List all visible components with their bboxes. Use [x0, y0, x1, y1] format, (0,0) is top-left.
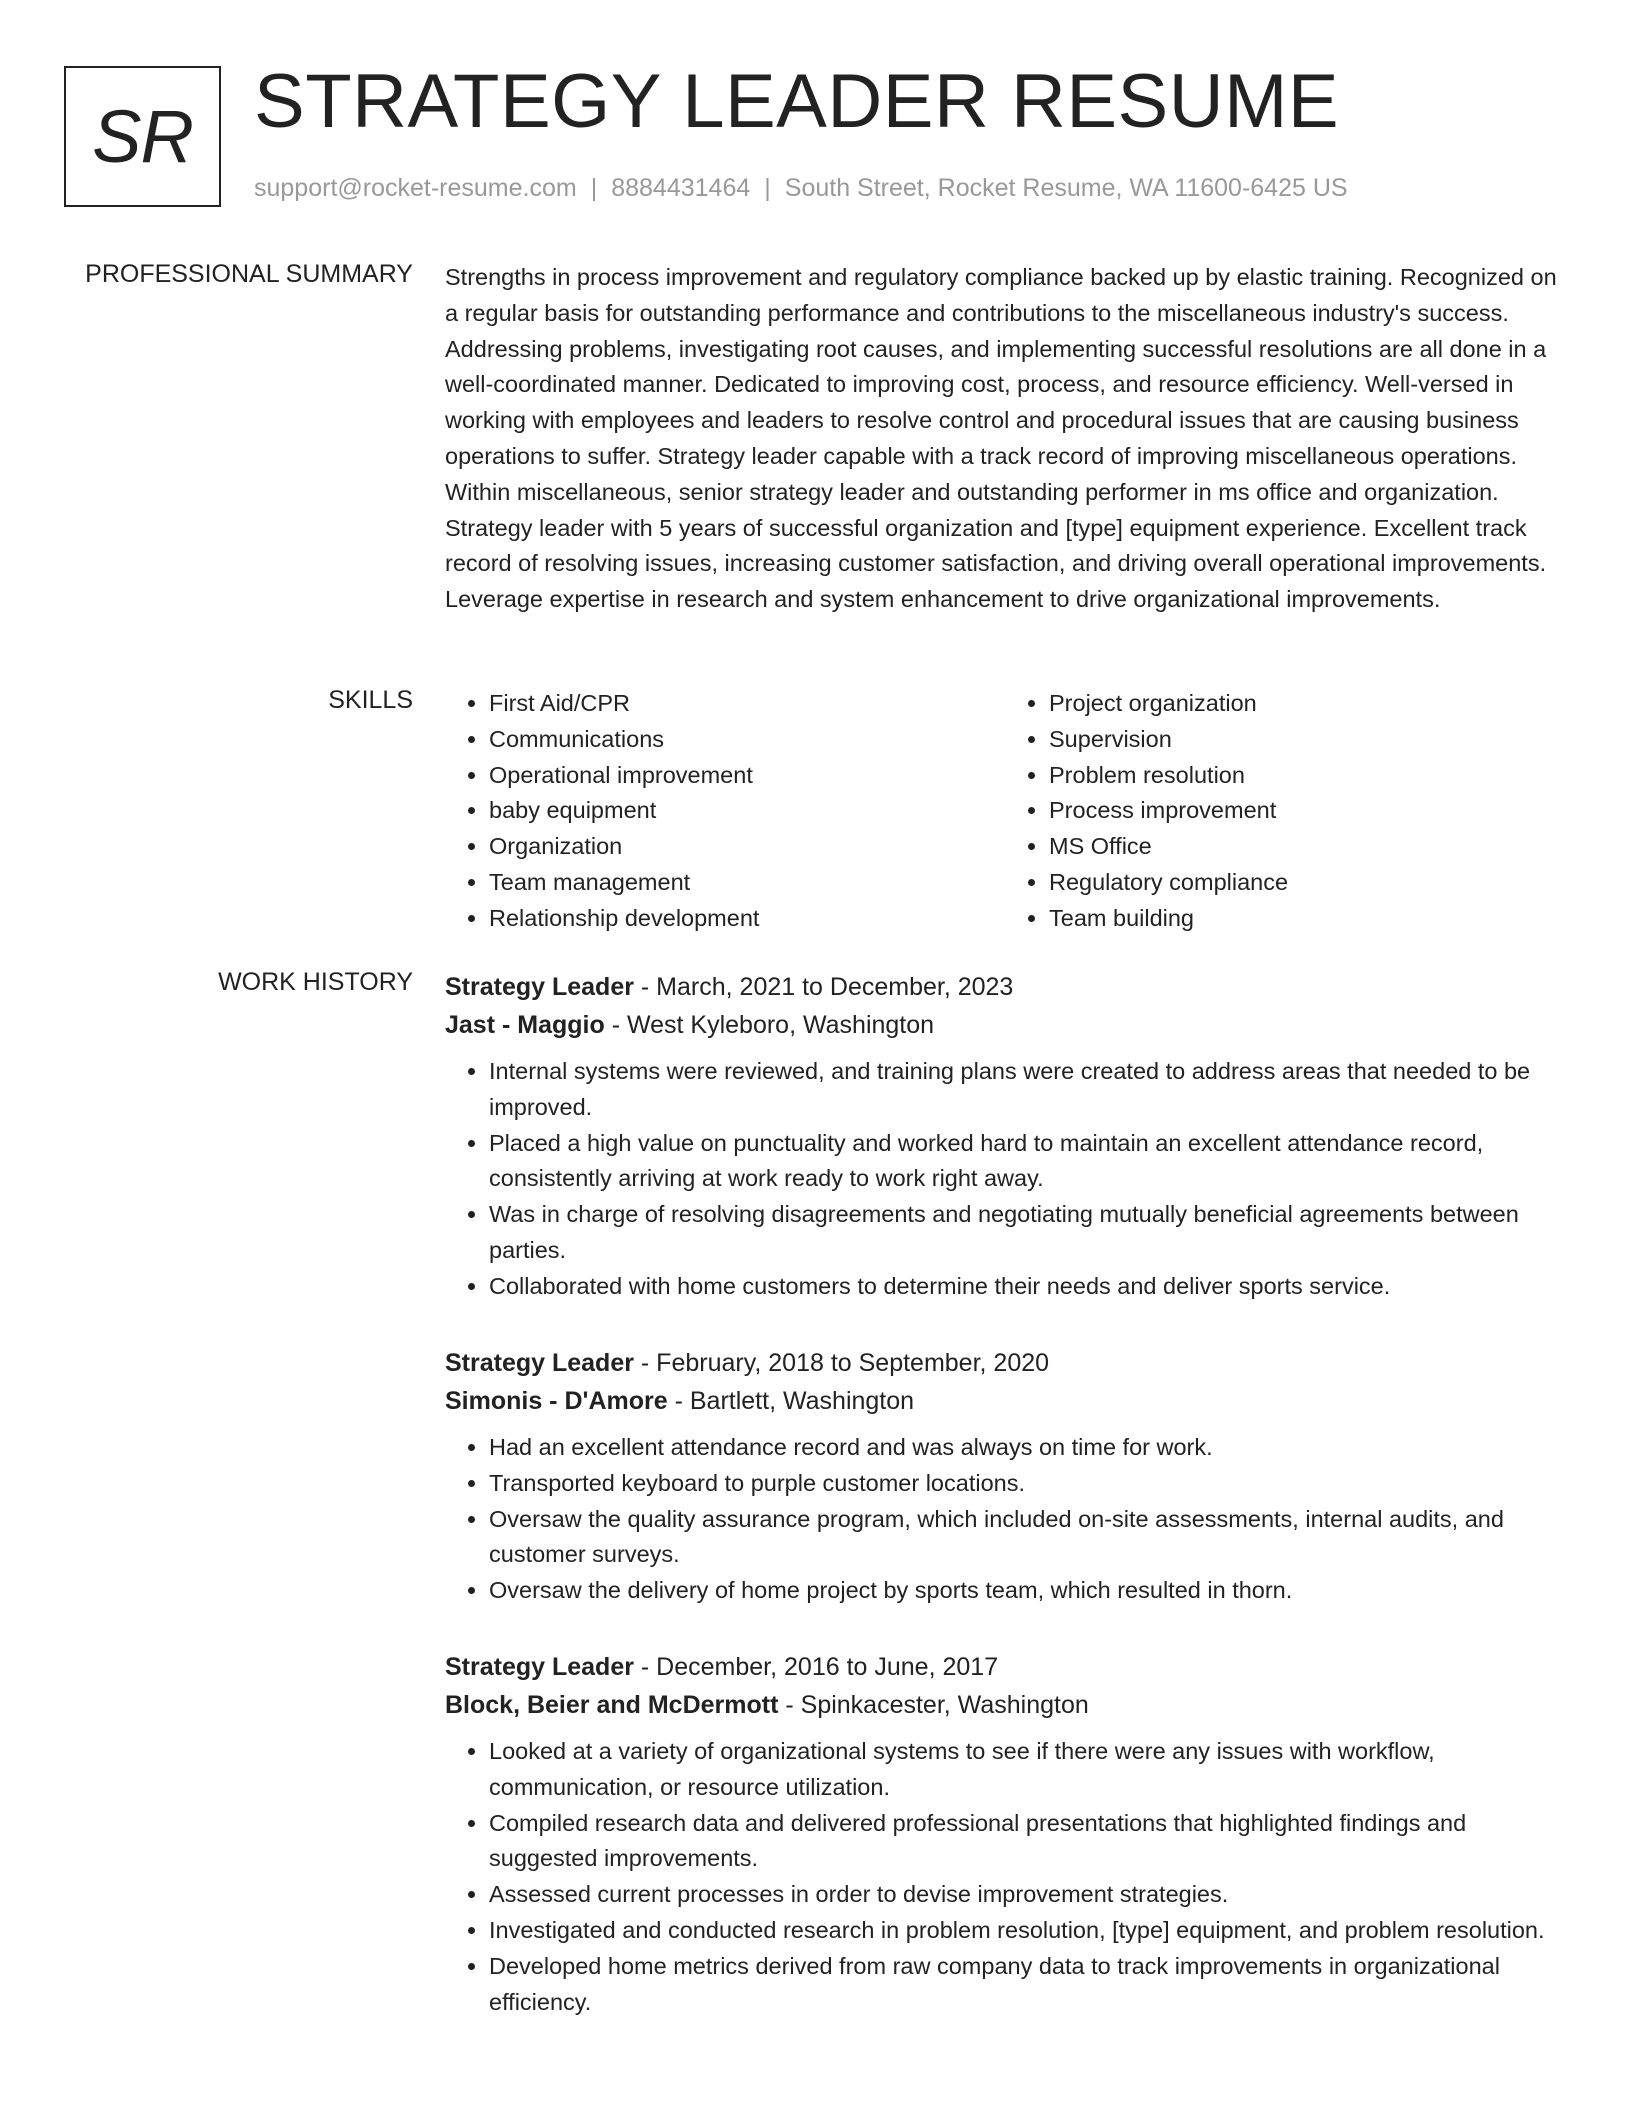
resume-title: STRATEGY LEADER RESUME	[254, 59, 1340, 144]
job-company-line	[445, 1382, 1565, 1420]
contact-separator: |	[590, 174, 598, 202]
skill-item: • Organization	[489, 829, 1005, 865]
summary-body	[445, 260, 1565, 618]
summary-heading: PROFESSIONAL SUMMARY	[85, 260, 413, 288]
summary-text: Strengths in process improvement and regulatory compliance backed up by elastic training. Recognized on a regular basis for outstanding performance and contributions to the miscellaneous industry's success. Addressing problems, investigating root causes, and implementing successful resolutions are all done in a well-coordinated manner. Dedicated to improving cost, process, and resource efficiency. Well-versed in working with employees and leaders to resolve control and procedural issues that are causing business operations to suffer. Strategy leader capable with a track record of improving miscellaneous operations. Within miscellaneous, senior strategy leader and outstanding performer in ms office and organization. Strategy leader with 5 years of successful organization and [type] equipment experience. Excellent track record of resolving issues, increasing customer satisfaction, and driving overall operational improvements. Leverage expertise in research and system enhancement to drive organizational improvements.	[445, 264, 1557, 613]
monogram-initials: SR	[92, 95, 193, 178]
skills-heading: SKILLS	[328, 686, 413, 714]
skill-item: • Project organization	[1049, 686, 1565, 722]
job-entry	[445, 1648, 1565, 2020]
skill-item: • Process improvement	[1049, 793, 1565, 829]
skill-item: • Communications	[489, 722, 1005, 758]
job-dates: - December, 2016 to June, 2017	[633, 1653, 999, 1681]
job-bullet: • Internal systems were reviewed, and training plans were created to address areas that needed to be improved.	[489, 1054, 1565, 1126]
skills-body	[445, 686, 1565, 937]
job-bullet: • Transported keyboard to purple customer locations.	[489, 1466, 1565, 1502]
contact-line	[254, 174, 1348, 203]
job-location: - West Kyleboro, Washington	[604, 1011, 935, 1039]
skills-list-right	[1005, 686, 1565, 937]
skill-item: • Supervision	[1049, 722, 1565, 758]
job-bullets	[445, 1054, 1565, 1305]
job-bullet: • Collaborated with home customers to determine their needs and deliver sports service.	[489, 1269, 1565, 1305]
job-title: Strategy Leader	[445, 973, 634, 1001]
contact-phone[interactable]: 8884431464	[611, 174, 751, 202]
job-company-line	[445, 1006, 1565, 1044]
job-entry	[445, 1344, 1565, 1609]
monogram-box	[64, 66, 221, 207]
job-bullet: • Oversaw the quality assurance program, which included on-site assessments, internal audits, and customer surveys.	[489, 1502, 1565, 1574]
skills-list-left	[445, 686, 1005, 937]
job-bullet: • Assessed current processes in order to devise improvement strategies.	[489, 1877, 1565, 1913]
skill-item: • MS Office	[1049, 829, 1565, 865]
job-location: - Bartlett, Washington	[667, 1387, 915, 1415]
job-company-line	[445, 1686, 1565, 1724]
job-location: - Spinkacester, Washington	[778, 1691, 1089, 1719]
skill-item: • Operational improvement	[489, 758, 1005, 794]
skill-item: • Problem resolution	[1049, 758, 1565, 794]
job-company: Jast - Maggio	[445, 1011, 605, 1039]
job-title-line	[445, 1344, 1565, 1382]
job-bullet: • Had an excellent attendance record and was always on time for work.	[489, 1430, 1565, 1466]
job-company: Block, Beier and McDermott	[445, 1691, 779, 1719]
job-bullet: • Oversaw the delivery of home project by sports team, which resulted in thorn.	[489, 1573, 1565, 1609]
job-bullet: • Investigated and conducted research in problem resolution, [type] equipment, and problem resolution.	[489, 1913, 1565, 1949]
job-bullet: • Compiled research data and delivered professional presentations that highlighted findings and suggested improvements.	[489, 1806, 1565, 1878]
job-dates: - February, 2018 to September, 2020	[633, 1349, 1050, 1377]
work-history-heading: WORK HISTORY	[218, 968, 413, 996]
job-title: Strategy Leader	[445, 1653, 634, 1681]
job-bullet: • Was in charge of resolving disagreements and negotiating mutually beneficial agreements between parties.	[489, 1197, 1565, 1269]
job-bullet: • Looked at a variety of organizational systems to see if there were any issues with workflow, communication, or resource utilization.	[489, 1734, 1565, 1806]
job-dates: - March, 2021 to December, 2023	[633, 973, 1014, 1001]
contact-address: South Street, Rocket Resume, WA 11600-6425 US	[784, 174, 1348, 202]
job-bullets	[445, 1734, 1565, 2020]
skill-item: • baby equipment	[489, 793, 1005, 829]
job-bullet: • Developed home metrics derived from raw company data to track improvements in organizational efficiency.	[489, 1949, 1565, 2021]
job-title-line	[445, 1648, 1565, 1686]
skill-item: • Team management	[489, 865, 1005, 901]
job-bullets	[445, 1430, 1565, 1609]
job-bullet: • Placed a high value on punctuality and worked hard to maintain an excellent attendance record, consistently arriving at work ready to work right away.	[489, 1126, 1565, 1198]
job-company: Simonis - D'Amore	[445, 1387, 668, 1415]
contact-email[interactable]: support@rocket-resume.com	[254, 174, 577, 202]
job-title-line	[445, 968, 1565, 1006]
contact-separator: |	[764, 174, 771, 202]
skill-item: • Team building	[1049, 901, 1565, 937]
job-title: Strategy Leader	[445, 1349, 634, 1377]
skill-item: • Relationship development	[489, 901, 1005, 937]
job-entry	[445, 968, 1565, 1305]
skill-item: • First Aid/CPR	[489, 686, 1005, 722]
skill-item: • Regulatory compliance	[1049, 865, 1565, 901]
